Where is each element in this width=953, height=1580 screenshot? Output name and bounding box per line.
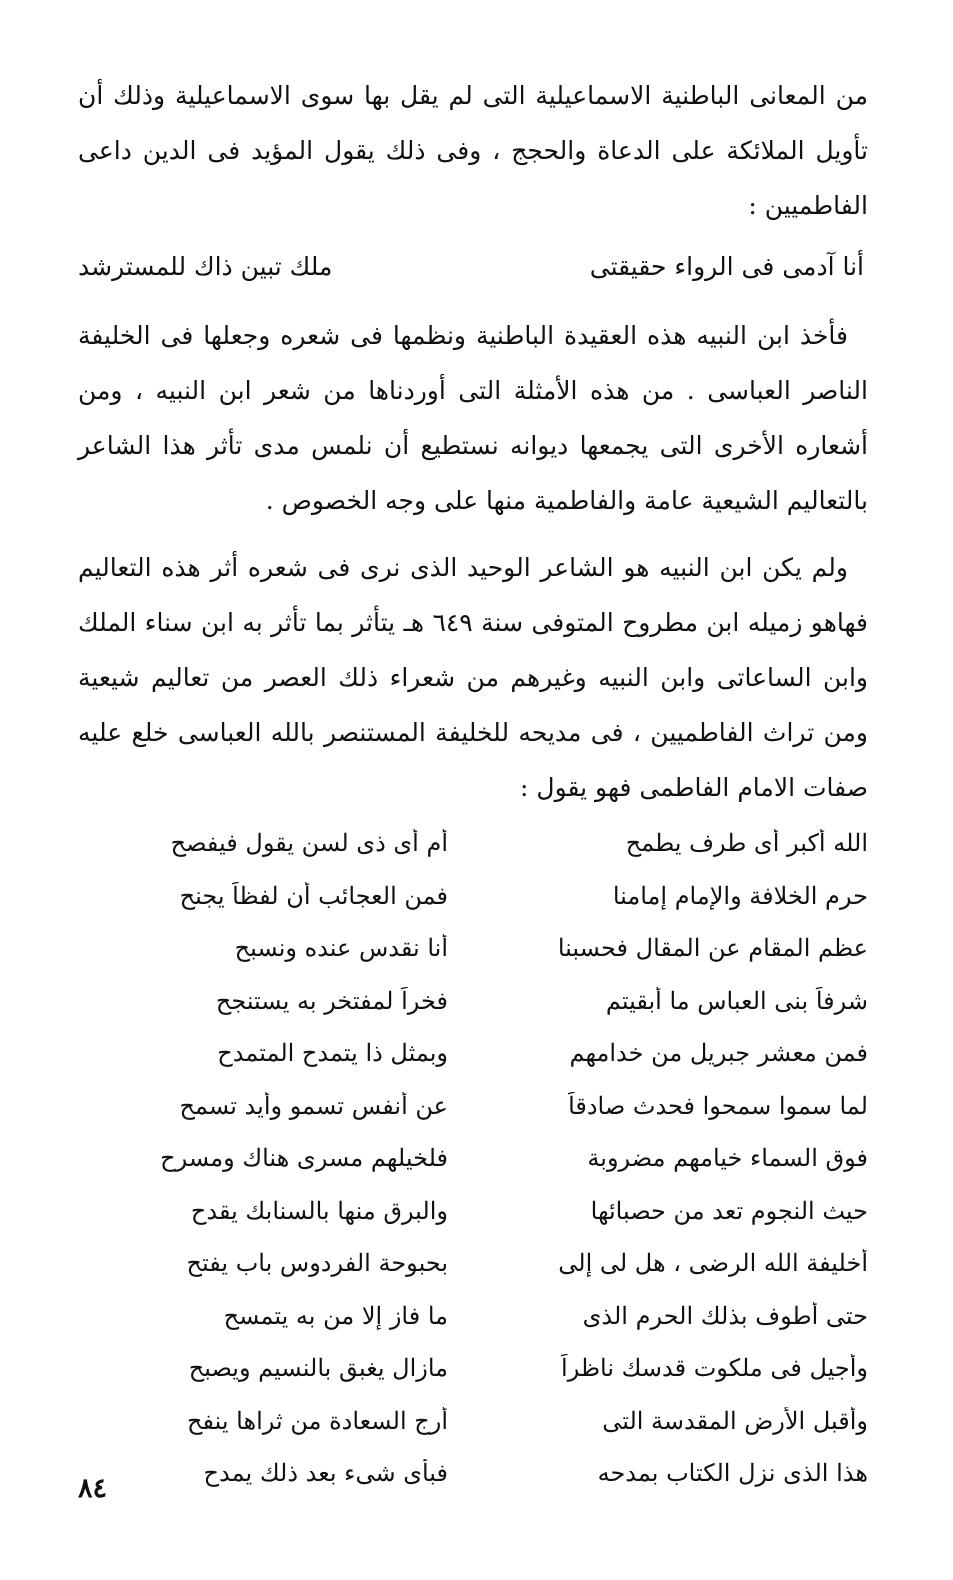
hemistich-right: الله أكبر أى طرف يطمح: [625, 829, 868, 858]
poem-verse: [78, 1237, 868, 1290]
poem-verse: [78, 975, 868, 1028]
hemistich-left: أنا نقدس عنده ونسبح: [234, 934, 448, 963]
paragraph-intro: من المعانى الباطنية الاسماعيلية التى لم يقل بها سوى الاسماعيلية وذلك أن تأويل الملائكة على الدعاة والحجج ، وفى ذلك يقول المؤيد فى الدين داعى الفاطميين :: [78, 81, 868, 220]
hemistich-right: شرفاً بنى العباس ما أبقيتم: [605, 986, 868, 1015]
hemistich-right: حرم الخلافة والإمام إمامنا: [612, 881, 868, 910]
hemistich-left: والبرق منها بالسنابك يقدح: [190, 1196, 448, 1225]
verse-hemistich-first: أنا آدمى فى الرواء حقيقتى: [589, 252, 864, 281]
quoted-verse: [78, 239, 868, 294]
poem-verse: [78, 1395, 868, 1448]
hemistich-right: وأجيل فى ملكوت قدسك ناظراً: [561, 1354, 868, 1383]
hemistich-right: أخليفة الله الرضى ، هل لى إلى: [558, 1249, 868, 1278]
hemistich-right: عظم المقام عن المقال فحسبنا: [557, 934, 868, 963]
hemistich-left: فخراً لمفتخر به يستنجح: [215, 986, 448, 1015]
hemistich-left: عن أنفس تسمو وأيد تسمح: [179, 1091, 448, 1120]
hemistich-left: أم أى ذى لسن يقول فيفصح: [170, 829, 448, 858]
hemistich-left: أرج السعادة من ثراها ينفح: [186, 1406, 448, 1435]
hemistich-left: فبأى شىء بعد ذلك يمدح: [203, 1459, 448, 1488]
hemistich-right: فمن معشر جبريل من خدامهم: [569, 1039, 868, 1068]
hemistich-right: فوق السماء خيامهم مضروبة: [587, 1144, 868, 1173]
poem-verse: [78, 1132, 868, 1185]
hemistich-right: وأقبل الأرض المقدسة التى: [602, 1406, 868, 1435]
hemistich-left: فلخيلهم مسرى هناك ومسرح: [160, 1144, 448, 1173]
poem-verse: [78, 1027, 868, 1080]
hemistich-right: حيث النجوم تعد من حصبائها: [590, 1196, 868, 1225]
hemistich-right: حتى أطوف بذلك الحرم الذى: [582, 1301, 868, 1330]
book-page: [78, 68, 868, 1538]
poem-verse: [78, 1342, 868, 1395]
poem-verse: [78, 1290, 868, 1343]
hemistich-right: لما سموا سمحوا فحدث صادقاً: [568, 1091, 868, 1120]
paragraph-ibn-nabih: فأخذ ابن النبيه هذه العقيدة الباطنية ونظمها فى شعره وجعلها فى الخليفة الناصر العباسى . من هذه الأمثلة التى أوردناها من شعر ابن النبيه ، ومن أشعاره الأخرى التى يجمعها ديوانه نستطيع أن نلمس مدى تأثر هذا الشاعر بالتعاليم الشيعية عامة والفاطمية منها على وجه الخصوص .: [78, 321, 868, 515]
page-number: ٨٤: [78, 1473, 108, 1504]
paragraph-ibn-matruh: ولم يكن ابن النبيه هو الشاعر الوحيد الذى نرى فى شعره أثر هذه التعاليم فهاهو زميله ابن مطروح المتوفى سنة ٦٤٩ هـ يتأثر بما تأثر به ابن سناء الملك وابن الساعاتى وابن النبيه وغيرهم من شعراء ذلك العصر من تعاليم شيعية ومن تراث الفاطميين ، فى مديحه للخليفة المستنصر بالله العباسى خلع عليه صفات الامام الفاطمى فهو يقول :: [78, 553, 868, 802]
poem: [78, 817, 868, 1500]
hemistich-left: وبمثل ذا يتمدح المتمدح: [217, 1039, 448, 1068]
poem-verse: [78, 1447, 868, 1500]
hemistich-left: فمن العجائب أن لفظاً يجنح: [179, 881, 448, 910]
poem-verse: [78, 817, 868, 870]
poem-verse: [78, 870, 868, 923]
hemistich-left: ما فاز إلا من به يتمسح: [223, 1301, 448, 1330]
verse-hemistich-second: ملك تبين ذاك للمسترشد: [78, 252, 333, 281]
poem-verse: [78, 1080, 868, 1133]
hemistich-right: هذا الذى نزل الكتاب بمدحه: [597, 1459, 868, 1488]
hemistich-left: بحبوحة الفردوس باب يفتح: [186, 1249, 448, 1278]
poem-verse: [78, 1185, 868, 1238]
hemistich-left: مازال يغبق بالنسيم ويصبح: [188, 1354, 448, 1383]
poem-verse: [78, 922, 868, 975]
